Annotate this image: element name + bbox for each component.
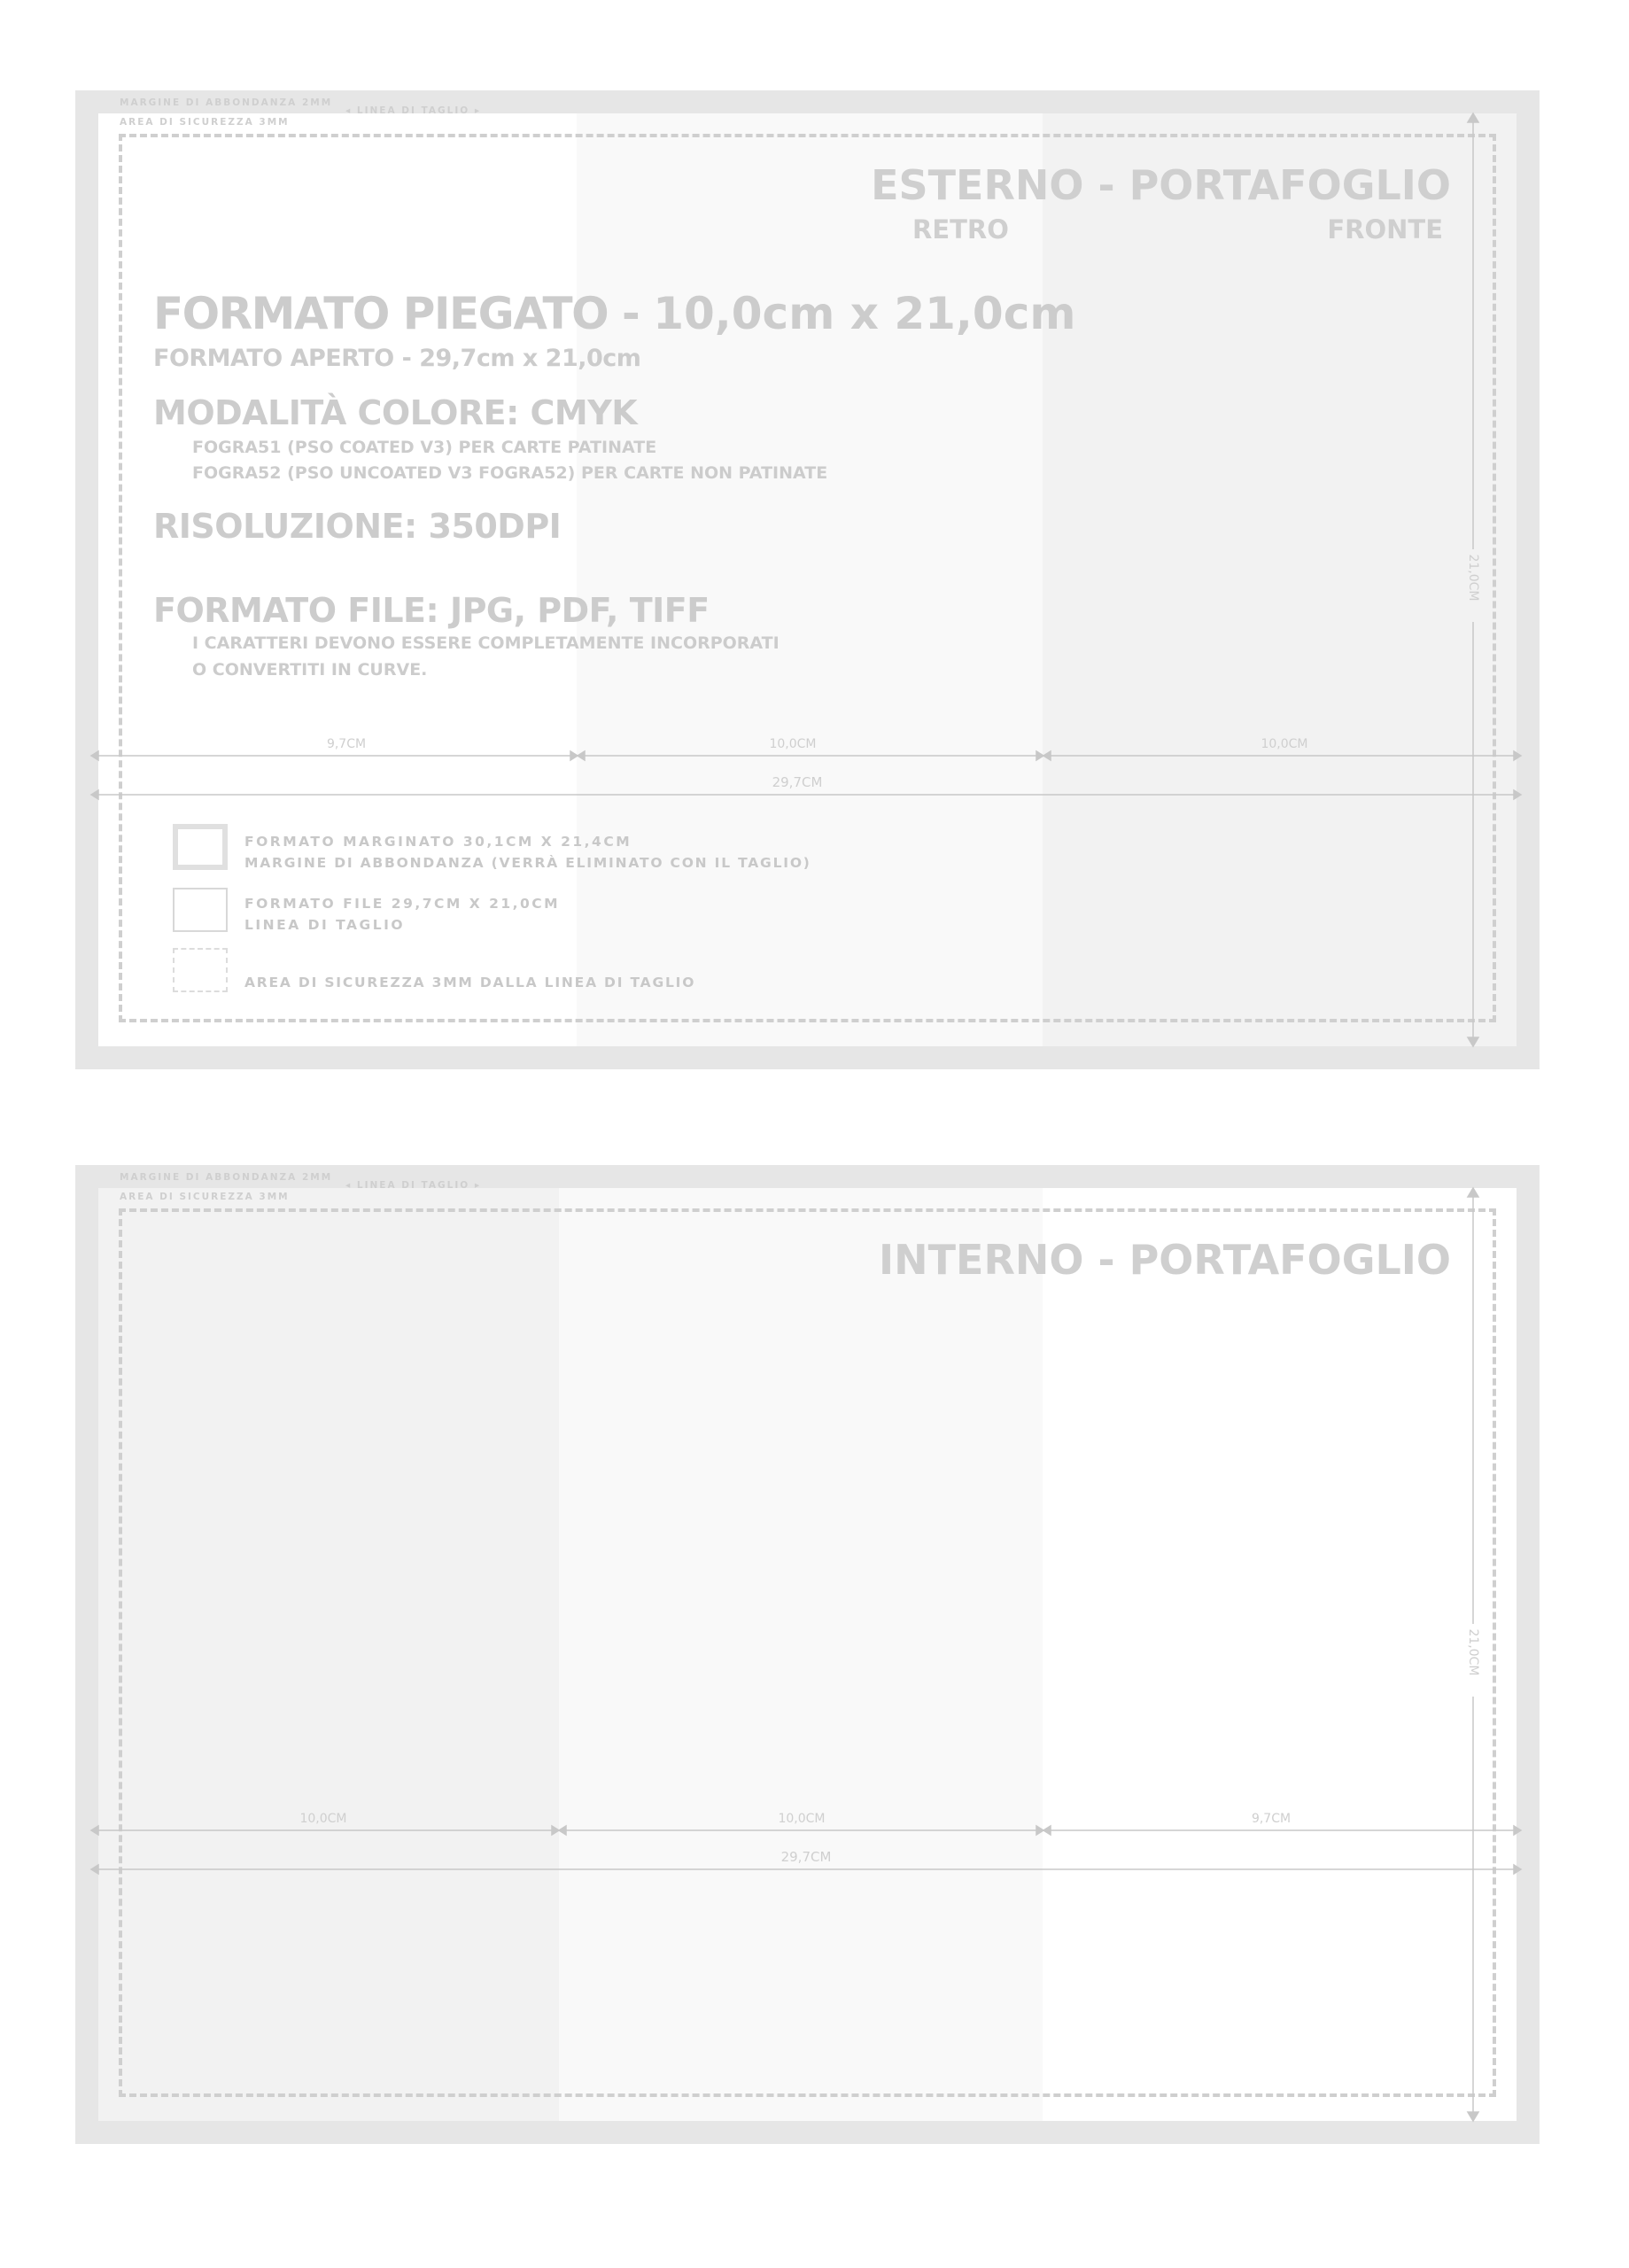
outside-width-3: 10,0CM <box>1261 737 1308 751</box>
outside-safe-label: AREA DI SICUREZZA 3MM <box>120 117 290 128</box>
inside-title: INTERNO - PORTAFOGLIO <box>879 1236 1451 1284</box>
inside-width-1: 10,0CM <box>299 1812 347 1826</box>
inside-safe-label: AREA DI SICUREZZA 3MM <box>120 1192 290 1202</box>
fonts-note-line2: O CONVERTITI IN CURVE. <box>192 660 428 680</box>
outside-width-2: 10,0CM <box>769 737 817 751</box>
inside-height: 21,0CM <box>1466 1628 1480 1676</box>
outside-bleed-label: MARGINE DI ABBONDANZA 2MM <box>120 97 333 108</box>
legend-trim-line1: FORMATO FILE 29,7CM X 21,0CM <box>244 896 561 912</box>
fogra51-note: FOGRA51 (PSO COATED V3) PER CARTE PATINATE <box>192 438 657 457</box>
folded-format-label: FORMATO PIEGATO - <box>153 288 654 339</box>
fronte-label: FRONTE <box>1327 214 1443 245</box>
folded-format-value: 10,0cm x 21,0cm <box>653 288 1076 339</box>
legend-bleed-line2: MARGINE DI ABBONDANZA (VERRÀ ELIMINATO CON IL TAGLIO) <box>244 855 811 871</box>
legend-safe-swatch <box>173 948 228 992</box>
legend-bleed-swatch <box>173 824 228 870</box>
retro-label: RETRO <box>912 214 1009 245</box>
outside-bleed-area <box>75 90 1540 1069</box>
open-format: FORMATO APERTO - 29,7cm x 21,0cm <box>153 345 641 372</box>
legend-safe-line1: AREA DI SICUREZZA 3MM DALLA LINEA DI TAGLIO <box>244 975 696 990</box>
legend-bleed-line1: FORMATO MARGINATO 30,1CM X 21,4CM <box>244 834 632 850</box>
inside-width-2: 10,0CM <box>778 1812 826 1826</box>
color-mode: MODALITÀ COLORE: CMYK <box>153 393 638 432</box>
inside-trim-label: ◂ LINEA DI TAGLIO ▸ <box>345 1180 482 1191</box>
outside-width-1: 9,7CM <box>326 737 367 751</box>
outside-title: ESTERNO - PORTAFOGLIO <box>871 161 1451 209</box>
outside-total-width: 29,7CM <box>772 774 823 790</box>
legend-trim-swatch <box>173 888 228 932</box>
inside-bleed-area <box>75 1165 1540 2144</box>
legend-trim-line2: LINEA DI TAGLIO <box>244 917 406 933</box>
outside-height: 21,0CM <box>1466 554 1480 602</box>
inside-total-width: 29,7CM <box>780 1849 832 1865</box>
outside-trim-label: ◂ LINEA DI TAGLIO ▸ <box>345 105 482 116</box>
inside-dimension-lines <box>75 1165 1540 2144</box>
fogra52-note: FOGRA52 (PSO UNCOATED V3 FOGRA52) PER CARTE NON PATINATE <box>192 463 828 483</box>
inside-bleed-label: MARGINE DI ABBONDANZA 2MM <box>120 1172 333 1183</box>
fonts-note-line1: I CARATTERI DEVONO ESSERE COMPLETAMENTE INCORPORATI <box>192 633 780 653</box>
file-format: FORMATO FILE: JPG, PDF, TIFF <box>153 591 710 630</box>
inside-width-3: 9,7CM <box>1251 1812 1292 1826</box>
resolution: RISOLUZIONE: 350DPI <box>153 507 562 546</box>
